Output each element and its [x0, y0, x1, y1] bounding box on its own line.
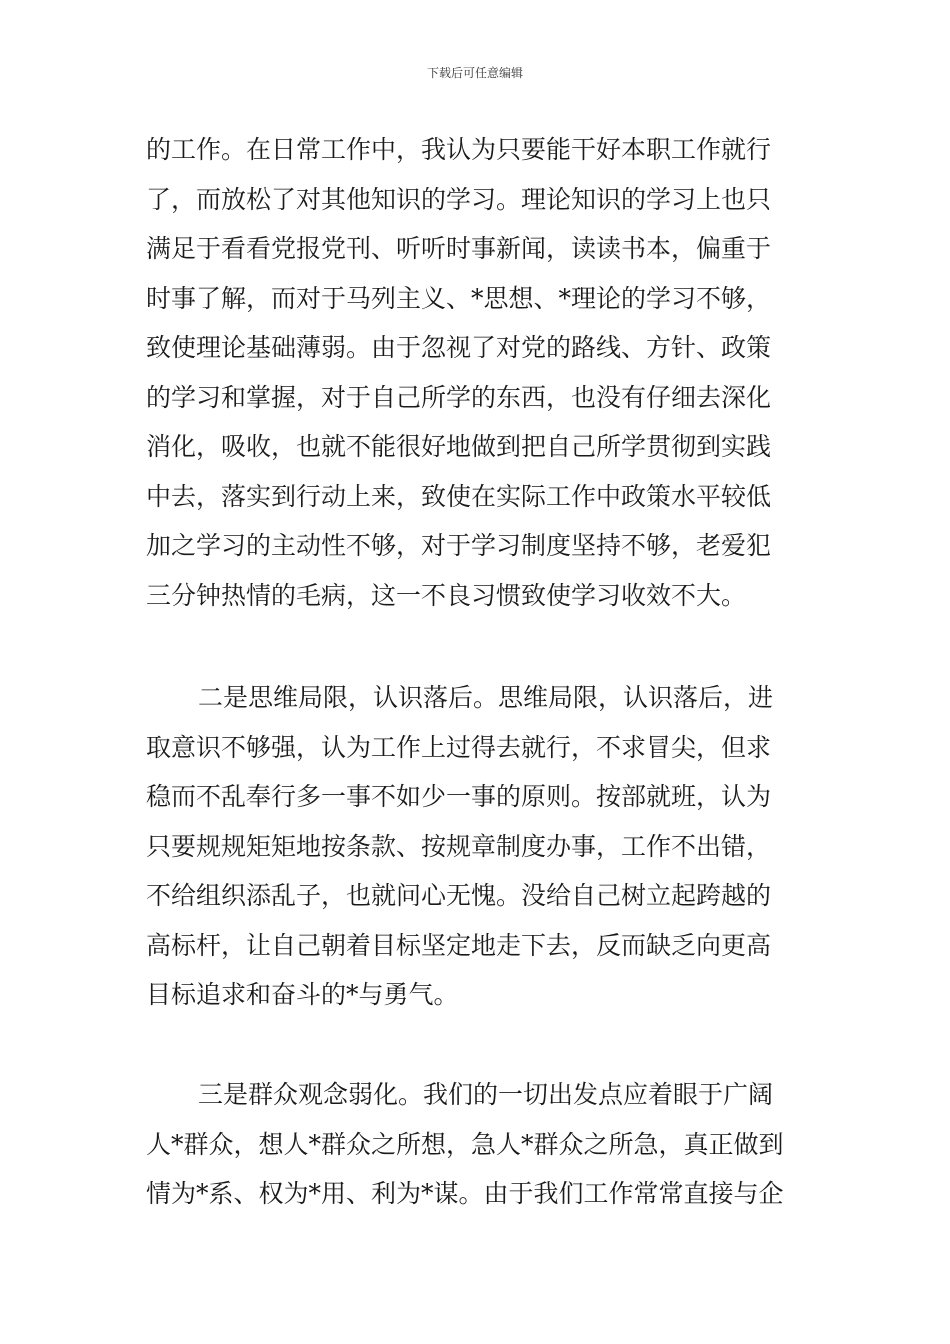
text-line: 情为*系、权为*用、利为*谋。由于我们工作常常直接与企 [146, 1179, 784, 1208]
text-line: 取意识不够强，认为工作上过得去就行，不求冒尖，但求 [146, 732, 772, 762]
text-line: 稳而不乱奉行多一事不如少一事的原则。按部就班，认为 [146, 782, 772, 811]
text-line: 目标追求和奋斗的*与勇气。 [146, 980, 459, 1009]
text-line: 了，而放松了对其他知识的学习。理论知识的学习上也只 [146, 184, 772, 214]
text-line: 消化，吸收，也就不能很好地做到把自己所学贯彻到实践 [146, 432, 772, 461]
text-line: 不给组织添乱子，也就问心无愧。没给自己树立起跨越的 [146, 881, 772, 910]
text-line: 三分钟热情的毛病，这一不良习惯致使学习收效不大。 [146, 580, 747, 610]
text-line: 致使理论基础薄弱。由于忽视了对党的路线、方针、政策 [146, 333, 772, 362]
text-line: 人*群众，想人*群众之所想，急人*群众之所急，真正做到 [146, 1129, 784, 1159]
text-line: 中去，落实到行动上来，致使在实际工作中政策水平较低 [146, 481, 772, 511]
text-line: 时事了解，而对于马列主义、*思想、*理论的学习不够， [146, 283, 772, 313]
text-line: 满足于看看党报党刊、听听时事新闻，读读书本，偏重于 [146, 234, 772, 263]
paragraph-study-deficiency [146, 125, 808, 620]
text-line: 加之学习的主动性不够，对于学习制度坚持不够，老爱犯 [146, 531, 772, 560]
text-line: 二是思维局限，认识落后。思维局限，认识落后，进 [198, 683, 774, 712]
text-line: 的学习和掌握，对于自己所学的东西，也没有仔细去深化 [146, 382, 772, 412]
paragraph-limited-thinking [146, 673, 808, 1020]
text-line: 高标杆，让自己朝着目标坚定地走下去，反而缺乏向更高 [146, 930, 772, 960]
text-line: 只要规规矩矩地按条款、按规章制度办事，工作不出错， [146, 831, 772, 861]
text-line: 三是群众观念弱化。我们的一切出发点应着眼于广阔 [198, 1080, 774, 1109]
page-header: 下载后可任意编辑 [426, 66, 523, 80]
paragraph-mass-awareness [146, 1070, 808, 1219]
text-line: 的工作。在日常工作中，我认为只要能干好本职工作就行 [146, 135, 772, 164]
